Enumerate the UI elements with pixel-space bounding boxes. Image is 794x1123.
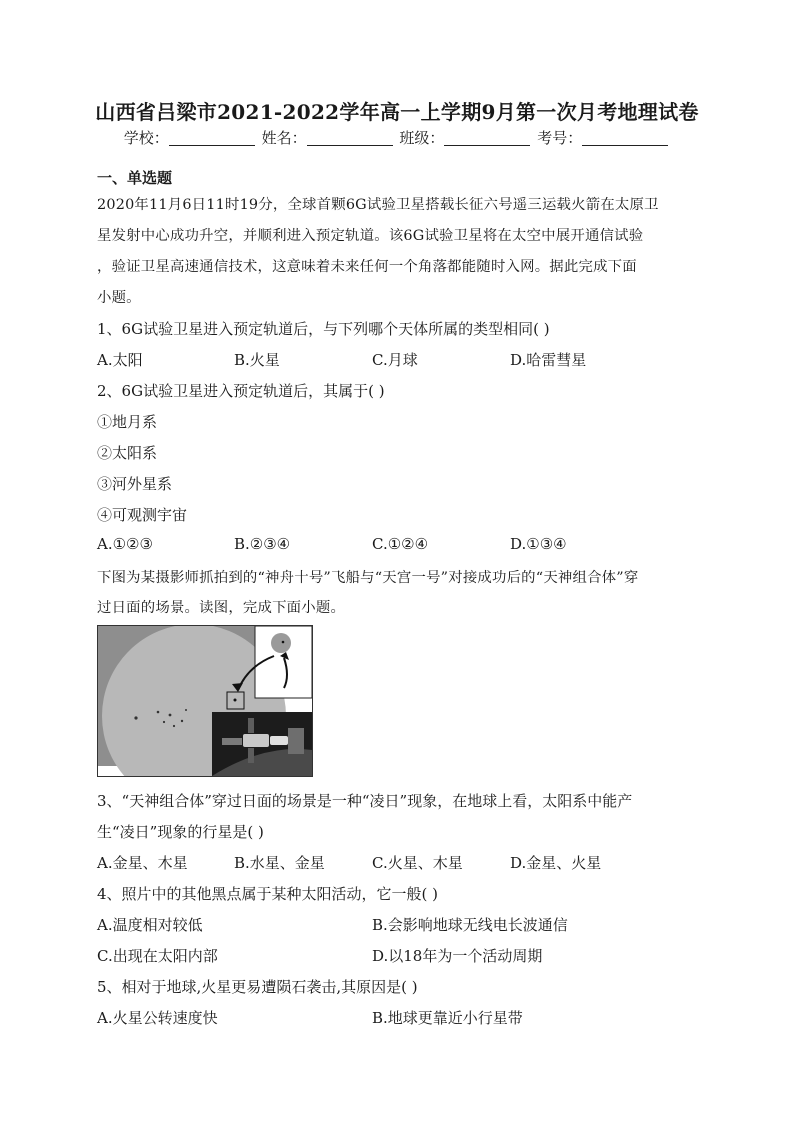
q4-option-d[interactable]: D.以18年为一个活动周期 — [372, 947, 543, 965]
school-label: 学校： — [123, 129, 169, 147]
q3-option-b[interactable]: B.水星、金星 — [234, 854, 325, 872]
passage2-line: 下图为某摄影师抓拍到的“神舟十号”飞船与“天宫一号”对接成功后的“天神组合体”穿 — [97, 570, 639, 586]
passage1-line: 小题。 — [97, 290, 141, 306]
q1-option-a[interactable]: A.太阳 — [97, 351, 143, 369]
q5-option-b[interactable]: B.地球更靠近小行星带 — [372, 1009, 523, 1027]
student-info-row — [0, 127, 794, 148]
section-heading: 一、单选题 — [97, 169, 173, 187]
passage1-line: ，验证卫星高速通信技术，这意味着未来任何一个角落都能随时入网。据此完成下面 — [97, 259, 637, 275]
q2-item: ③河外星系 — [97, 475, 173, 493]
exam-title: 山西省吕梁市2021-2022学年高一上学期9月第一次月考地理试卷 — [95, 100, 699, 124]
q2-item: ④可观测宇宙 — [97, 506, 188, 524]
q1-option-b[interactable]: B.火星 — [234, 351, 280, 369]
q2-option-c[interactable]: C.①②④ — [372, 535, 429, 553]
q2-option-d[interactable]: D.①③④ — [510, 535, 567, 553]
name-blank[interactable] — [307, 131, 393, 146]
q3-option-a[interactable]: A.金星、木星 — [97, 854, 188, 872]
sun-transit-figure — [97, 625, 313, 777]
question-4-stem: 4、照片中的其他黑点属于某种太阳活动，它一般( ) — [97, 885, 439, 903]
q1-option-c[interactable]: C.月球 — [372, 351, 418, 369]
q2-option-b[interactable]: B.②③④ — [234, 535, 291, 553]
q3-option-c[interactable]: C.火星、木星 — [372, 854, 463, 872]
q2-option-a[interactable]: A.①②③ — [97, 535, 153, 553]
spacecraft-icon — [243, 734, 269, 747]
passage1-line: 星发射中心成功升空，并顺利进入预定轨道。该6G试验卫星将在太空中展开通信试验 — [97, 228, 644, 244]
school-blank[interactable] — [169, 131, 255, 146]
class-blank[interactable] — [444, 131, 530, 146]
passage1-line: 2020年11月6日11时19分，全球首颗6G试验卫星搭载长征六号遥三运载火箭在太原卫 — [97, 197, 659, 213]
exam-number-blank[interactable] — [582, 131, 668, 146]
q5-option-a[interactable]: A.火星公转速度快 — [97, 1009, 218, 1027]
question-5-stem: 5、相对于地球,火星更易遭陨石袭击,其原因是( ) — [97, 978, 418, 996]
q2-item: ②太阳系 — [97, 444, 158, 462]
passage2-line: 过日面的场景。读图，完成下面小题。 — [97, 600, 346, 616]
q4-option-a[interactable]: A.温度相对较低 — [97, 916, 203, 934]
small-sun-icon — [271, 633, 291, 653]
q4-option-b[interactable]: B.会影响地球无线电长波通信 — [372, 916, 568, 934]
q1-option-d[interactable]: D.哈雷彗星 — [510, 351, 587, 369]
question-3-stem-line1: 3、“天神组合体”穿过日面的场景是一种“凌日”现象，在地球上看，太阳系中能产 — [97, 792, 633, 810]
exam-number-label: 考号： — [537, 129, 583, 147]
q3-option-d[interactable]: D.金星、火星 — [510, 854, 602, 872]
sun-transit-illustration — [98, 626, 312, 776]
q4-option-c[interactable]: C.出现在太阳内部 — [97, 947, 218, 965]
q2-item: ①地月系 — [97, 413, 158, 431]
question-3-stem-line2: 生“凌日”现象的行星是( ) — [97, 823, 264, 841]
question-1-stem: 1、6G试验卫星进入预定轨道后，与下列哪个天体所属的类型相同( ) — [97, 320, 550, 338]
name-label: 姓名： — [261, 129, 307, 147]
question-2-stem: 2、6G试验卫星进入预定轨道后，其属于( ) — [97, 382, 385, 400]
class-label: 班级： — [399, 129, 445, 147]
